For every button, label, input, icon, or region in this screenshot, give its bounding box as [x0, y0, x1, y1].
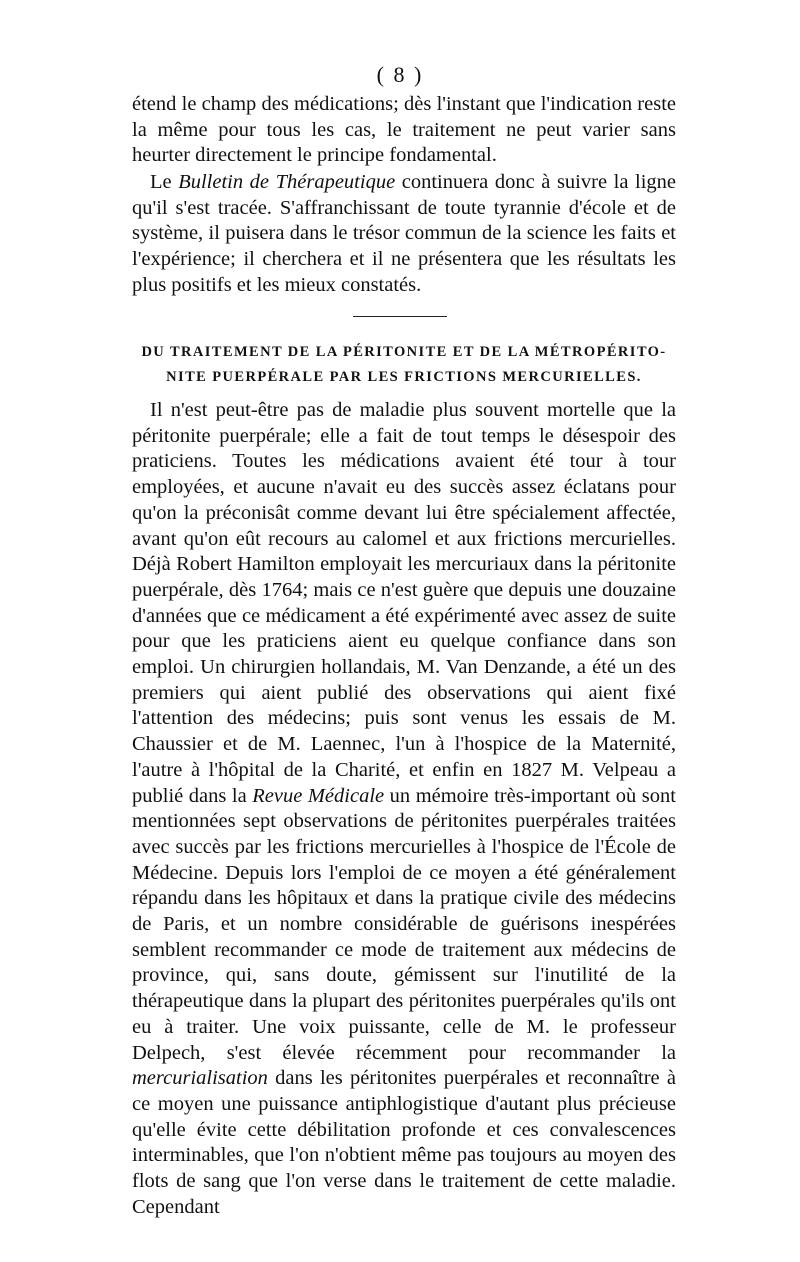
heading-line-2: NITE PUERPÉRALE PAR LES FRICTIONS MERCURIELLES.	[166, 369, 642, 385]
paragraph-bulletin	[132, 170, 676, 299]
paragraph-text-part-3: dans les péritonites puerpérales et reconnaître à ce moyen une puissance antiphlogistique d'autant plus précieuse qu'elle évite cette débilitation profonde et ces convalescences interminables, que l'on n'obtient même pas toujours au moyen des flots de sang que l'on verse dans le traitement de cette maladie. Cependant	[132, 1067, 676, 1218]
section-divider	[353, 316, 447, 317]
paragraph-text-part-1: Il n'est peut-être pas de maladie plus souvent mortelle que la péritonite puerpérale; elle a fait de tout temps le désespoir des praticiens. Toutes les médications avaient été tour à tour employées, et aucune n'avait eu des succès assez éclatans pour qu'on la préconisât comme devant lui être spécialement affectée, avant qu'on eût recours au calomel et aux frictions mercurielles. Déjà Robert Hamilton employait les mercuriaux dans la péritonite puerpérale, dès 1764; mais ce n'est guère que depuis une douzaine d'années que ce médicament a été expérimenté avec assez de suite pour que les praticiens aient eu quelque confiance dans son emploi. Un chirurgien hollandais, M. Van Denzande, a été un des premiers qui aient publié des observations qui aient fixé l'attention des médecins; puis sont venus les essais de M. Chaussier et de M. Laennec, l'un à l'hospice de la Maternité, l'autre à l'hôpital de la Charité, et enfin en 1827 M. Velpeau a publié dans la	[132, 399, 676, 807]
paragraph-text: continuera donc à suivre la ligne qu'il s'est tracée. S'affranchissant de toute tyrannie d'école et de système, il puisera dans le trésor commun de la science les faits et l'expérience; il cherchera et il ne présentera que les résultats les plus positifs et les mieux constatés.	[132, 171, 676, 296]
journal-title: Bulletin de Thérapeutique	[178, 171, 396, 193]
paragraph-text-part-2: un mémoire très-important où sont mentionnées sept observations de péritonites puerpérales traitées avec succès par les frictions mercurielles à l'hospice de l'École de Médecine. Depuis lors l'emploi de ce moyen a été généralement répandu dans les hôpitaux et dans la pratique civile des médecins de Paris, et un nombre considérable de guérisons inespérées semblent recommander ce mode de traitement aux médecins de province, qui, sans doute, gémissent sur l'inutilité de la thérapeutique dans la plupart des péritonites puerpérales qu'ils ont eu à traiter. Une voix puissante, celle de M. le professeur Delpech, s'est élevée récemment pour recommander la	[132, 784, 676, 1064]
heading-line-1: DU TRAITEMENT DE LA PÉRITONITE ET DE LA MÉTROPÉRITO-	[141, 344, 667, 360]
paragraph-continuation	[132, 92, 676, 169]
paragraph-lead: Le	[150, 171, 179, 193]
italic-term: mercurialisation	[132, 1067, 268, 1090]
paragraph-text: étend le champ des médications; dès l'instant que l'indication reste la même pour tous les cas, le traitement ne peut varier sans heurter directement le principe fondamental.	[132, 93, 676, 167]
page-number: ( 8 )	[376, 62, 424, 87]
paragraph-article-body	[132, 398, 676, 1221]
section-heading	[132, 340, 676, 390]
journal-title: Revue Médicale	[252, 784, 385, 807]
